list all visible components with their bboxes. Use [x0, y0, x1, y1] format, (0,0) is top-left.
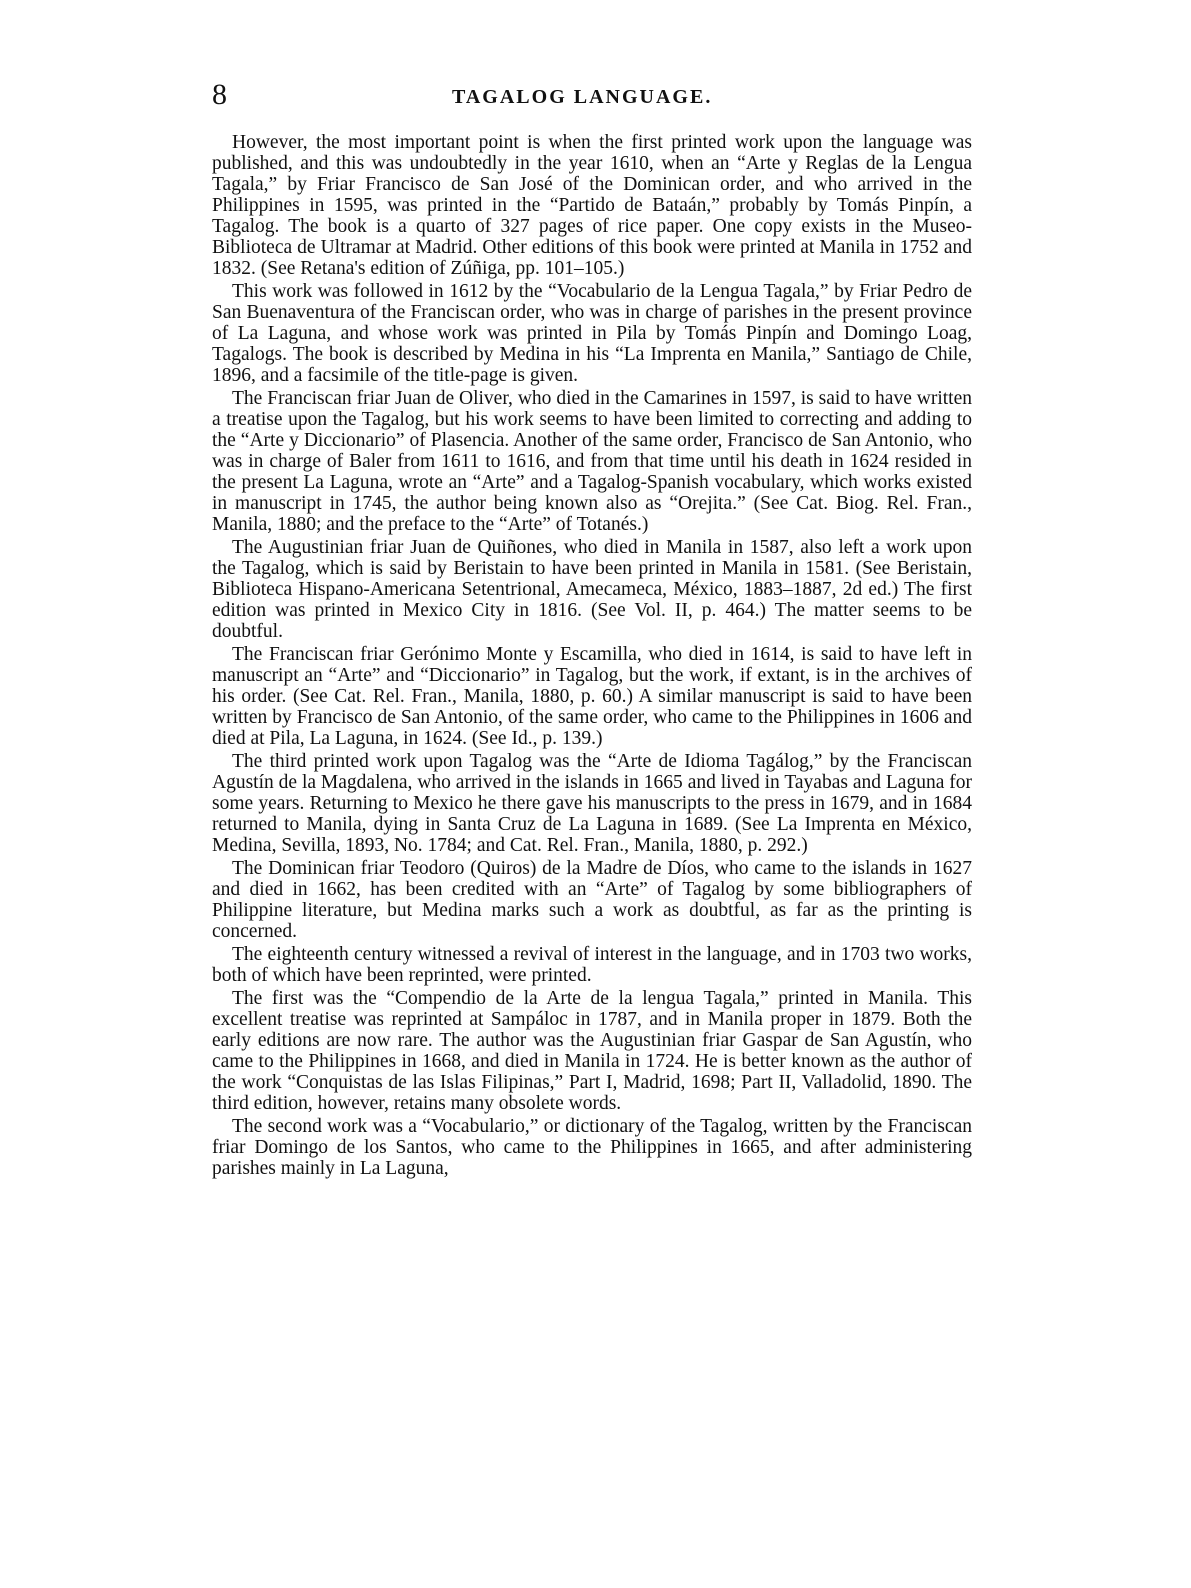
running-head: TAGALOG LANGUAGE.	[452, 86, 713, 108]
paragraph: The Dominican friar Teodoro (Quiros) de la Madre de Díos, who came to the islands in 1627 and died in 1662, has been credited with an “Arte” of Tagalog by some bibliographers of Philippine literature, but Medina marks such a work as doubtful, as far as the printing is concerned.	[212, 858, 972, 942]
paragraph: The Franciscan friar Gerónimo Monte y Escamilla, who died in 1614, is said to have left in manuscript an “Arte” and “Diccionario” in Tagalog, but the work, if extant, is in the archives of his order. (See Cat. Rel. Fran., Manila, 1880, p. 60.) A similar manuscript is said to have been written by Francisco de San Antonio, of the same order, who came to the Philippines in 1606 and died at Pila, La Laguna, in 1624. (See Id., p. 139.)	[212, 644, 972, 749]
paragraph: The Augustinian friar Juan de Quiñones, who died in Manila in 1587, also left a work upon the Tagalog, which is said by Beristain to have been printed in Manila in 1581. (See Beristain, Biblioteca Hispano-Americana Setentrional, Amecameca, México, 1883–1887, 2d ed.) The first edition was printed in Mexico City in 1816. (See Vol. II, p. 464.) The matter seems to be doubtful.	[212, 537, 972, 642]
page-number: 8	[212, 78, 227, 111]
paragraph: The eighteenth century witnessed a revival of interest in the language, and in 1703 two works, both of which have been reprinted, were printed.	[212, 944, 972, 986]
body-text	[212, 132, 972, 1181]
paragraph: The Franciscan friar Juan de Oliver, who died in the Camarines in 1597, is said to have written a treatise upon the Tagalog, but his work seems to have been limited to correcting and adding to the “Arte y Diccionario” of Plasencia. Another of the same order, Francisco de San Antonio, who was in charge of Baler from 1611 to 1616, and from that time until his death in 1624 resided in the present La Laguna, wrote an “Arte” and a Tagalog-Spanish vocabulary, which works existed in manuscript in 1745, the author being known also as “Orejita.” (See Cat. Biog. Rel. Fran., Manila, 1880; and the preface to the “Arte” of Totanés.)	[212, 388, 972, 535]
paragraph: The second work was a “Vocabulario,” or dictionary of the Tagalog, written by the Franciscan friar Domingo de los Santos, who came to the Philippines in 1665, and after administering parishes mainly in La Laguna,	[212, 1116, 972, 1179]
paragraph: However, the most important point is when the first printed work upon the language was published, and this was undoubtedly in the year 1610, when an “Arte y Reglas de la Lengua Tagala,” by Friar Francisco de San José of the Dominican order, and who arrived in the Philippines in 1595, was printed in the “Partido de Bataán,” probably by Tomás Pinpín, a Tagalog. The book is a quarto of 327 pages of rice paper. One copy exists in the Museo-Biblioteca de Ultramar at Madrid. Other editions of this book were printed at Manila in 1752 and 1832. (See Retana's edition of Zúñiga, pp. 101–105.)	[212, 132, 972, 279]
paragraph: The first was the “Compendio de la Arte de la lengua Tagala,” printed in Manila. This excellent treatise was reprinted at Sampáloc in 1787, and in Manila proper in 1879. Both the early editions are now rare. The author was the Augustinian friar Gaspar de San Agustín, who came to the Philippines in 1668, and died in Manila in 1724. He is better known as the author of the work “Conquistas de las Islas Filipinas,” Part I, Madrid, 1698; Part II, Valladolid, 1890. The third edition, however, retains many obsolete words.	[212, 988, 972, 1114]
page-header	[212, 78, 972, 118]
paragraph: This work was followed in 1612 by the “Vocabulario de la Lengua Tagala,” by Friar Pedro de San Buenaventura of the Franciscan order, who was in charge of parishes in the present province of La Laguna, and whose work was printed in Pila by Tomás Pinpín and Domingo Loag, Tagalogs. The book is described by Medina in his “La Imprenta en Manila,” Santiago de Chile, 1896, and a facsimile of the title-page is given.	[212, 281, 972, 386]
paragraph: The third printed work upon Tagalog was the “Arte de Idioma Tagálog,” by the Franciscan Agustín de la Magdalena, who arrived in the islands in 1665 and lived in Tayabas and Laguna for some years. Returning to Mexico he there gave his manuscripts to the press in 1679, and in 1684 returned to Manila, dying in Santa Cruz de La Laguna in 1689. (See La Imprenta en México, Medina, Sevilla, 1893, No. 1784; and Cat. Rel. Fran., Manila, 1880, p. 292.)	[212, 751, 972, 856]
